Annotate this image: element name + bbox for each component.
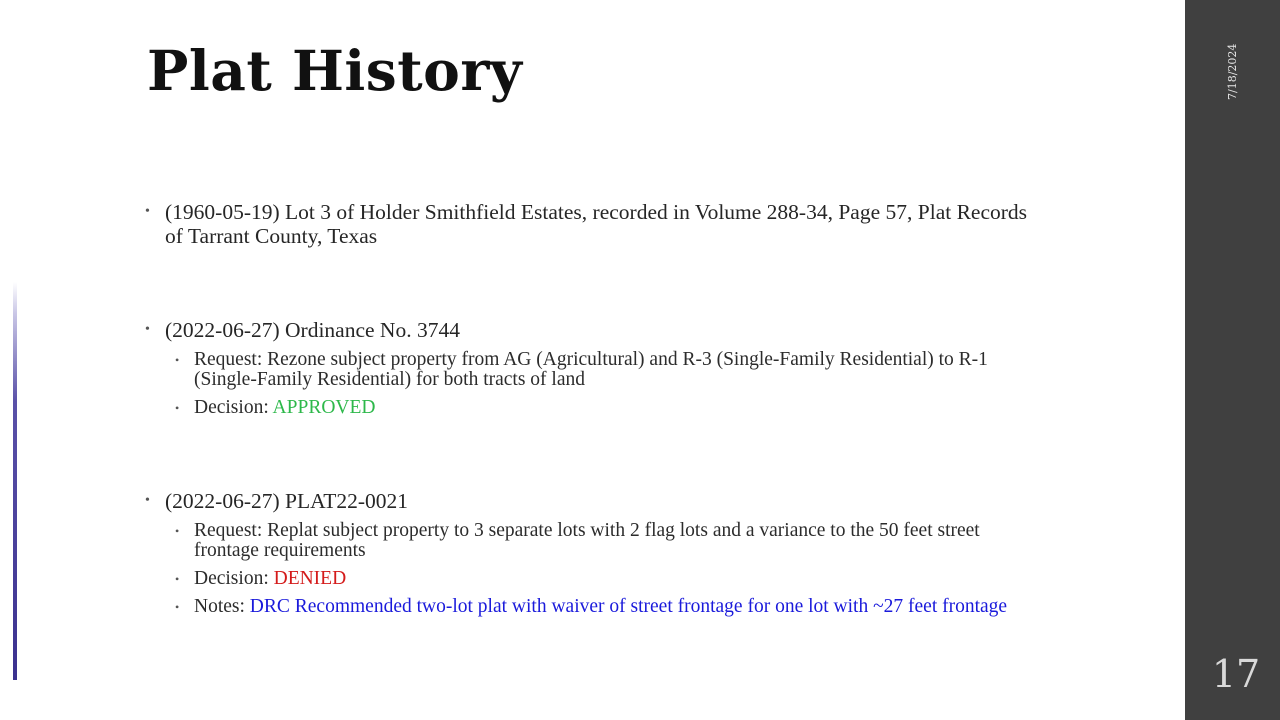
decision-approved: APPROVED <box>272 397 376 418</box>
notes-text: DRC Recommended two-lot plat with waiver of street frontage for one lot with ~27 feet frontage <box>249 596 1008 617</box>
sub-item-notes <box>175 597 1045 617</box>
bullet-icon: • <box>145 322 150 337</box>
bullet-icon: • <box>175 353 180 367</box>
list-item <box>145 318 1045 342</box>
slide-title: Plat History <box>147 38 523 103</box>
plat-history-item-ordinance <box>145 318 1045 418</box>
slide-date: 7/18/2024 <box>1226 43 1239 100</box>
decision-label: Decision: <box>194 568 274 589</box>
list-item <box>145 200 1045 248</box>
request-label: Request: <box>194 349 268 370</box>
item-text: (2022-06-27) PLAT22-0021 <box>165 489 409 513</box>
bullet-icon: • <box>175 401 180 415</box>
sub-item-decision <box>175 569 1045 589</box>
bullet-icon: • <box>145 204 150 219</box>
sub-item-decision <box>175 398 1045 418</box>
plat-history-item-1960 <box>145 200 1045 248</box>
request-label: Request: <box>194 520 268 541</box>
decision-denied: DENIED <box>273 568 347 589</box>
item-text: (2022-06-27) Ordinance No. 3744 <box>165 318 460 342</box>
item-text: (1960-05-19) Lot 3 of Holder Smithfield Estates, recorded in Volume 288-34, Page 57, Plat Records of Tarrant County, Texas <box>165 200 1028 248</box>
left-accent-bar <box>13 282 17 680</box>
decision-label: Decision: <box>194 397 273 418</box>
sub-item-request <box>175 521 1045 561</box>
request-text: Rezone subject property from AG (Agricultural) and R-3 (Single-Family Residential) to R-1 (Single-Family Residential) for both tracts of land <box>194 349 988 390</box>
sub-item-request <box>175 350 1045 390</box>
notes-label: Notes: <box>194 596 250 617</box>
slide-page-number: 17 <box>1211 652 1261 696</box>
bullet-icon: • <box>145 493 150 508</box>
bullet-icon: • <box>175 600 180 614</box>
request-text: Replat subject property to 3 separate lots with 2 flag lots and a variance to the 50 feet street frontage requirements <box>194 520 980 561</box>
bullet-icon: • <box>175 572 180 586</box>
list-item <box>145 489 1045 513</box>
right-sidebar <box>1185 0 1280 720</box>
bullet-icon: • <box>175 524 180 538</box>
plat-history-item-plat22 <box>145 489 1045 617</box>
